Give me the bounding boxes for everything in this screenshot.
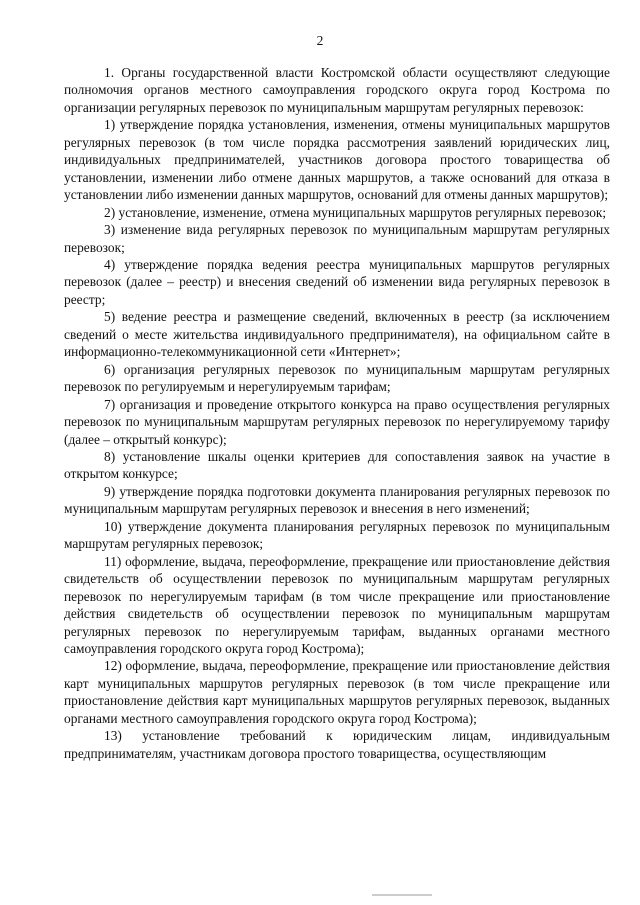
scan-artifact [372, 894, 432, 896]
list-item-11: 11) оформление, выдача, переоформление, прекращение или приостановление действия свидетельств об осуществлении перевозок по муниципальным маршрутам регулярных перевозок по нерегулируемым тарифам (в том числе прекращение или приостановление действия свидетельств об осуществлении перевозок по муниципальным маршрутам регулярных перевозок по нерегулируемым тарифам, выданных органами местного самоуправления городского округа город Кострома); [64, 553, 610, 656]
list-item-10: 10) утверждение документа планирования регулярных перевозок по муниципальным маршрутам регулярных перевозок; [64, 518, 610, 552]
list-item-8: 8) установление шкалы оценки критериев для сопоставления заявок на участие в открытом конкурсе; [64, 448, 610, 482]
paragraph-intro: 1. Органы государственной власти Костромской области осуществляют следующие полномочия органов местного самоуправления городского округа город Кострома по организации регулярных перевозок по муниципальным маршрутам регулярных перевозок: [64, 65, 610, 115]
list-item-2: 2) установление, изменение, отмена муниципальных маршрутов регулярных перевозок; [104, 204, 607, 220]
list-item-6: 6) организация регулярных перевозок по муниципальным маршрутам регулярных перевозок по регулируемым и нерегулируемым тарифам; [64, 361, 610, 395]
document-body [64, 64, 610, 762]
page-number: 2 [316, 33, 324, 48]
list-item-7: 7) организация и проведение открытого конкурса на право осуществления регулярных перевозок по муниципальным маршрутам регулярных перевозок по нерегулируемому тарифу (далее – открытый конкурс); [64, 396, 610, 447]
list-item-9: 9) утверждение порядка подготовки документа планирования регулярных перевозок по муниципальным маршрутам регулярных перевозок и внесения в него изменений; [64, 483, 610, 517]
list-item-3: 3) изменение вида регулярных перевозок по муниципальным маршрутам регулярных перевозок; [64, 222, 610, 255]
list-item-13: 13) установление требований к юридическим лицам, индивидуальным предпринимателям, участникам договора простого товарищества, осуществляющим [64, 728, 610, 761]
list-item-4: 4) утверждение порядка ведения реестра муниципальных маршрутов регулярных перевозок (далее – реестр) и внесения сведений об изменении вида регулярных перевозок в реестр; [64, 256, 610, 307]
list-item-12: 12) оформление, выдача, переоформление, прекращение или приостановление действия карт муниципальных маршрутов регулярных перевозок (в том числе прекращение или приостановление действия карт муниципальных маршрутов регулярных перевозок, выданных органами местного самоуправления городского округа город Кострома); [64, 658, 610, 726]
list-item-5: 5) ведение реестра и размещение сведений, включенных в реестр (за исключением сведений о месте жительства индивидуального предпринимателя), на официальном сайте в информационно-телекоммуникационной сети «Интернет»; [64, 309, 610, 360]
list-item-1: 1) утверждение порядка установления, изменения, отмены муниципальных маршрутов регулярных перевозок (в том числе порядка рассмотрения заявлений юридических лиц, индивидуальных предпринимателей, участников договора простого товарищества об установлении, изменении либо отмене данных маршрутов, а также оснований для отказа в установлении либо изменении данных маршрутов, оснований для отмены данных маршрутов); [64, 117, 610, 203]
